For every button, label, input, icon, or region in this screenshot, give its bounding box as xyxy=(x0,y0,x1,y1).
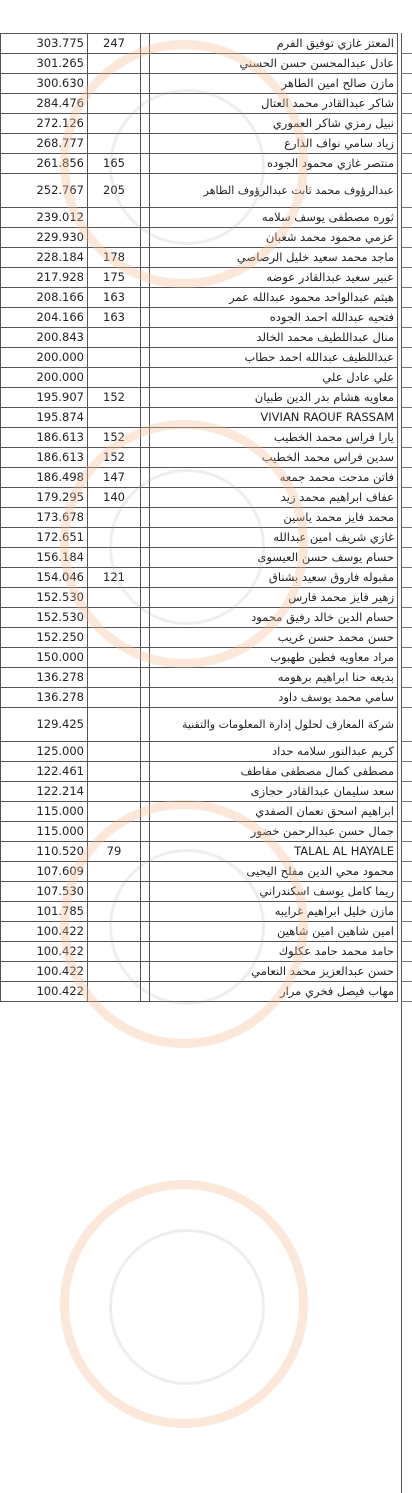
table-row xyxy=(1,742,398,762)
share-value-cell: 195.907 xyxy=(1,388,88,408)
holder-name-cell: حسن محمد حسن غريب xyxy=(150,628,398,648)
column-separator xyxy=(141,248,150,268)
table-row xyxy=(1,154,398,174)
column-separator xyxy=(141,962,150,982)
holder-name-cell: فتحيه عبدالله احمد الجوده xyxy=(150,308,398,328)
share-value-cell: 228.184 xyxy=(1,248,88,268)
share-value-cell: 122.461 xyxy=(1,762,88,782)
code-cell xyxy=(88,548,141,568)
edge-tick xyxy=(402,941,412,942)
edge-tick xyxy=(402,667,412,668)
code-cell xyxy=(88,902,141,922)
share-value-cell: 217.928 xyxy=(1,268,88,288)
share-value-cell: 152.250 xyxy=(1,628,88,648)
edge-tick xyxy=(402,1001,412,1002)
table-row xyxy=(1,34,398,54)
code-cell xyxy=(88,762,141,782)
table-row xyxy=(1,208,398,228)
table-row xyxy=(1,54,398,74)
holder-name-cell: سعد سليمان عبدالقادر حجازى xyxy=(150,782,398,802)
code-cell xyxy=(88,802,141,822)
share-value-cell: 173.678 xyxy=(1,508,88,528)
table-row xyxy=(1,668,398,688)
edge-tick xyxy=(402,981,412,982)
table-row xyxy=(1,762,398,782)
edge-tick xyxy=(402,921,412,922)
share-value-cell: 152.530 xyxy=(1,608,88,628)
column-separator xyxy=(141,922,150,942)
share-value-cell: 172.651 xyxy=(1,528,88,548)
table-row xyxy=(1,802,398,822)
table-row xyxy=(1,842,398,862)
table-row xyxy=(1,268,398,288)
code-cell xyxy=(88,54,141,74)
code-cell xyxy=(88,134,141,154)
column-separator xyxy=(141,902,150,922)
column-separator xyxy=(141,942,150,962)
share-value-cell: 200.000 xyxy=(1,368,88,388)
holder-name-cell: حسن عبدالعزيز محمد النعامي xyxy=(150,962,398,982)
code-cell xyxy=(88,74,141,94)
table-row xyxy=(1,902,398,922)
share-value-cell: 300.630 xyxy=(1,74,88,94)
holder-name-cell: عبير سعيد عبدالقادر عوضه xyxy=(150,268,398,288)
table-row xyxy=(1,648,398,668)
holder-name-cell: TALAL AL HAYALE xyxy=(150,842,398,862)
share-value-cell: 107.530 xyxy=(1,882,88,902)
share-value-cell: 284.476 xyxy=(1,94,88,114)
code-cell: 147 xyxy=(88,468,141,488)
watermark-logo xyxy=(60,1180,308,1428)
code-cell xyxy=(88,708,141,742)
table-row xyxy=(1,982,398,1002)
column-separator xyxy=(141,448,150,468)
holder-name-cell: مازن صالح امين الطاهر xyxy=(150,74,398,94)
column-separator xyxy=(141,34,150,54)
holder-name-cell: حسام الدين خالد رفيق محمود xyxy=(150,608,398,628)
share-value-cell: 303.775 xyxy=(1,34,88,54)
edge-tick xyxy=(402,73,412,74)
edge-tick xyxy=(402,781,412,782)
code-cell: 121 xyxy=(88,568,141,588)
share-value-cell: 101.785 xyxy=(1,902,88,922)
edge-tick xyxy=(402,761,412,762)
code-cell xyxy=(88,408,141,428)
column-separator xyxy=(141,822,150,842)
column-separator xyxy=(141,114,150,134)
column-separator xyxy=(141,134,150,154)
share-value-cell: 154.046 xyxy=(1,568,88,588)
table-row xyxy=(1,74,398,94)
share-value-cell: 195.874 xyxy=(1,408,88,428)
table-row xyxy=(1,942,398,962)
code-cell xyxy=(88,208,141,228)
code-cell xyxy=(88,688,141,708)
holder-name-cell: بديعه حنا ابراهيم برهومه xyxy=(150,668,398,688)
share-value-cell: 150.000 xyxy=(1,648,88,668)
edge-tick xyxy=(402,113,412,114)
share-value-cell: 301.265 xyxy=(1,54,88,74)
holder-name-cell: شاكر عبدالقادر محمد العتال xyxy=(150,94,398,114)
holder-name-cell: عبداللطيف عبدالله احمد حطاب xyxy=(150,348,398,368)
edge-tick xyxy=(402,153,412,154)
share-value-cell: 200.000 xyxy=(1,348,88,368)
holder-name-cell: مصطفى كمال مصطفى مقاطف xyxy=(150,762,398,782)
edge-tick xyxy=(402,347,412,348)
holder-name-cell: VIVIAN RAOUF RASSAM xyxy=(150,408,398,428)
code-cell xyxy=(88,628,141,648)
table-row xyxy=(1,588,398,608)
table-row xyxy=(1,822,398,842)
column-separator xyxy=(141,308,150,328)
edge-tick xyxy=(402,567,412,568)
shareholder-table xyxy=(0,33,398,1002)
column-separator xyxy=(141,688,150,708)
edge-tick xyxy=(402,427,412,428)
code-cell: 165 xyxy=(88,154,141,174)
column-separator xyxy=(141,508,150,528)
column-separator xyxy=(141,174,150,208)
share-value-cell: 152.530 xyxy=(1,588,88,608)
share-value-cell: 122.214 xyxy=(1,782,88,802)
edge-tick xyxy=(402,881,412,882)
holder-name-cell: ثوره مصطفى يوسف سلامه xyxy=(150,208,398,228)
column-separator xyxy=(141,268,150,288)
edge-tick xyxy=(402,207,412,208)
code-cell xyxy=(88,942,141,962)
code-cell: 79 xyxy=(88,842,141,862)
edge-tick xyxy=(402,587,412,588)
table-row xyxy=(1,862,398,882)
edge-tick xyxy=(402,507,412,508)
share-value-cell: 186.498 xyxy=(1,468,88,488)
edge-tick xyxy=(402,447,412,448)
share-value-cell: 136.278 xyxy=(1,688,88,708)
column-separator xyxy=(141,368,150,388)
code-cell xyxy=(88,508,141,528)
holder-name-cell: زياد سامي نواف الذارع xyxy=(150,134,398,154)
table-row xyxy=(1,94,398,114)
column-separator xyxy=(141,742,150,762)
holder-name-cell: غازي شريف امين عبدالله xyxy=(150,528,398,548)
code-cell: 163 xyxy=(88,288,141,308)
edge-tick xyxy=(402,627,412,628)
column-separator xyxy=(141,548,150,568)
column-separator xyxy=(141,782,150,802)
column-separator xyxy=(141,982,150,1002)
share-value-cell: 100.422 xyxy=(1,982,88,1002)
share-value-cell: 204.166 xyxy=(1,308,88,328)
code-cell: 247 xyxy=(88,34,141,54)
table-row xyxy=(1,962,398,982)
table-row xyxy=(1,488,398,508)
edge-tick xyxy=(402,961,412,962)
share-value-cell: 125.000 xyxy=(1,742,88,762)
edge-tick xyxy=(402,387,412,388)
column-separator xyxy=(141,762,150,782)
holder-name-cell: عزمي محمود محمد شعبان xyxy=(150,228,398,248)
share-value-cell: 229.930 xyxy=(1,228,88,248)
code-cell xyxy=(88,962,141,982)
column-separator xyxy=(141,428,150,448)
holder-name-cell: ابراهيم اسحق نعمان الصفدي xyxy=(150,802,398,822)
holder-name-cell: سدين فراس محمد الخطيب xyxy=(150,448,398,468)
share-value-cell: 129.425 xyxy=(1,708,88,742)
holder-name-cell: يارا فراس محمد الخطيب xyxy=(150,428,398,448)
table-row xyxy=(1,368,398,388)
holder-name-cell: ريما كامل يوسف اسكندراني xyxy=(150,882,398,902)
table-row xyxy=(1,114,398,134)
column-separator xyxy=(141,882,150,902)
share-value-cell: 136.278 xyxy=(1,668,88,688)
table-row xyxy=(1,134,398,154)
column-separator xyxy=(141,94,150,114)
column-separator xyxy=(141,408,150,428)
code-cell: 152 xyxy=(88,388,141,408)
edge-tick xyxy=(402,267,412,268)
edge-tick xyxy=(402,707,412,708)
table-row xyxy=(1,608,398,628)
code-cell: 178 xyxy=(88,248,141,268)
edge-tick xyxy=(402,801,412,802)
share-value-cell: 179.295 xyxy=(1,488,88,508)
table-row xyxy=(1,348,398,368)
share-value-cell: 100.422 xyxy=(1,962,88,982)
share-value-cell: 110.520 xyxy=(1,842,88,862)
table-row xyxy=(1,508,398,528)
edge-tick xyxy=(402,901,412,902)
share-value-cell: 115.000 xyxy=(1,822,88,842)
edge-tick xyxy=(402,607,412,608)
holder-name-cell: حسام يوسف حسن العيسوى xyxy=(150,548,398,568)
column-separator xyxy=(141,842,150,862)
share-value-cell: 186.613 xyxy=(1,448,88,468)
share-value-cell: 200.843 xyxy=(1,328,88,348)
table-row xyxy=(1,428,398,448)
code-cell xyxy=(88,982,141,1002)
table-row xyxy=(1,248,398,268)
share-value-cell: 208.166 xyxy=(1,288,88,308)
share-value-cell: 261.856 xyxy=(1,154,88,174)
holder-name-cell: حامد محمد حامد عكلوك xyxy=(150,942,398,962)
code-cell: 163 xyxy=(88,308,141,328)
code-cell xyxy=(88,588,141,608)
column-separator xyxy=(141,862,150,882)
holder-name-cell: محمد فايز محمد ياسين xyxy=(150,508,398,528)
table-row xyxy=(1,688,398,708)
table-row xyxy=(1,288,398,308)
column-separator xyxy=(141,388,150,408)
code-cell: 140 xyxy=(88,488,141,508)
column-separator xyxy=(141,74,150,94)
edge-tick xyxy=(402,173,412,174)
table-row xyxy=(1,408,398,428)
holder-name-cell: عبدالرؤوف محمد ثابت عبدالرؤوف الطاهر xyxy=(150,174,398,208)
table-row xyxy=(1,882,398,902)
table-row xyxy=(1,328,398,348)
holder-name-cell: نبيل رمزي شاكر العموري xyxy=(150,114,398,134)
table-row xyxy=(1,174,398,208)
holder-name-cell: شركة المعارف لحلول إدارة المعلومات والتقنية xyxy=(150,708,398,742)
edge-tick xyxy=(402,133,412,134)
edge-tick xyxy=(402,287,412,288)
edge-tick xyxy=(402,527,412,528)
table-row xyxy=(1,568,398,588)
share-value-cell: 115.000 xyxy=(1,802,88,822)
holder-name-cell: هيثم عبدالواحد محمود عبدالله عمر xyxy=(150,288,398,308)
share-value-cell: 156.184 xyxy=(1,548,88,568)
code-cell: 152 xyxy=(88,448,141,468)
column-separator xyxy=(141,468,150,488)
column-separator xyxy=(141,708,150,742)
holder-name-cell: مهاب فيصل فخري مرار xyxy=(150,982,398,1002)
column-separator xyxy=(141,328,150,348)
code-cell: 175 xyxy=(88,268,141,288)
edge-tick xyxy=(402,741,412,742)
edge-tick xyxy=(402,407,412,408)
edge-tick xyxy=(402,841,412,842)
code-cell xyxy=(88,368,141,388)
share-value-cell: 100.422 xyxy=(1,942,88,962)
share-value-cell: 186.613 xyxy=(1,428,88,448)
edge-tick xyxy=(402,821,412,822)
holder-name-cell: مازن خليل ابراهيم غرايبه xyxy=(150,902,398,922)
table-row xyxy=(1,782,398,802)
holder-name-cell: عفاف ابراهيم محمد زيد xyxy=(150,488,398,508)
column-separator xyxy=(141,228,150,248)
code-cell xyxy=(88,862,141,882)
column-separator xyxy=(141,488,150,508)
column-separator xyxy=(141,154,150,174)
column-separator xyxy=(141,348,150,368)
holder-name-cell: محمود محي الدين مفلح اليحيى xyxy=(150,862,398,882)
table-row xyxy=(1,448,398,468)
code-cell xyxy=(88,228,141,248)
code-cell xyxy=(88,648,141,668)
column-separator xyxy=(141,628,150,648)
edge-tick xyxy=(402,307,412,308)
share-value-cell: 252.767 xyxy=(1,174,88,208)
code-cell: 205 xyxy=(88,174,141,208)
edge-tick xyxy=(402,467,412,468)
column-separator xyxy=(141,528,150,548)
table-row xyxy=(1,548,398,568)
code-cell xyxy=(88,882,141,902)
code-cell xyxy=(88,742,141,762)
table-body xyxy=(1,34,398,1002)
edge-tick xyxy=(402,861,412,862)
holder-name-cell: منتصر غازي محمود الجوده xyxy=(150,154,398,174)
table-row xyxy=(1,922,398,942)
edge-tick xyxy=(402,247,412,248)
holder-name-cell: ماجد محمد سعيد خليل الرصاصي xyxy=(150,248,398,268)
code-cell xyxy=(88,608,141,628)
code-cell xyxy=(88,94,141,114)
table-row xyxy=(1,388,398,408)
holder-name-cell: علي عادل علي xyxy=(150,368,398,388)
column-separator xyxy=(141,288,150,308)
table-row xyxy=(1,628,398,648)
holder-name-cell: سامي محمد يوسف داود xyxy=(150,688,398,708)
edge-tick xyxy=(402,93,412,94)
column-separator xyxy=(141,54,150,74)
code-cell xyxy=(88,328,141,348)
column-separator xyxy=(141,668,150,688)
right-edge-column xyxy=(401,33,412,1493)
table-row xyxy=(1,528,398,548)
code-cell xyxy=(88,922,141,942)
table-row xyxy=(1,228,398,248)
column-separator xyxy=(141,608,150,628)
edge-tick xyxy=(402,647,412,648)
code-cell xyxy=(88,528,141,548)
code-cell xyxy=(88,668,141,688)
share-value-cell: 239.012 xyxy=(1,208,88,228)
holder-name-cell: زهير فايز محمد فارس xyxy=(150,588,398,608)
holder-name-cell: امين شاهين امين شاهين xyxy=(150,922,398,942)
share-value-cell: 100.422 xyxy=(1,922,88,942)
holder-name-cell: معاويه هشام بدر الدين طبيان xyxy=(150,388,398,408)
holder-name-cell: فاتن مدحت محمد جمعه xyxy=(150,468,398,488)
holder-name-cell: عادل عبدالمحسن حسن الحسني xyxy=(150,54,398,74)
edge-tick xyxy=(402,367,412,368)
share-value-cell: 272.126 xyxy=(1,114,88,134)
code-cell xyxy=(88,114,141,134)
holder-name-cell: مراد معاويه فطين طهبوب xyxy=(150,648,398,668)
edge-tick xyxy=(402,53,412,54)
holder-name-cell: جمال حسن عبدالرحمن خضور xyxy=(150,822,398,842)
code-cell xyxy=(88,348,141,368)
table-row xyxy=(1,708,398,742)
share-value-cell: 107.609 xyxy=(1,862,88,882)
code-cell xyxy=(88,782,141,802)
table-row xyxy=(1,468,398,488)
holder-name-cell: مقبوله فاروق سعيد بشناق xyxy=(150,568,398,588)
holder-name-cell: كريم عبدالنور سلامه حداد xyxy=(150,742,398,762)
table-row xyxy=(1,308,398,328)
edge-tick xyxy=(402,487,412,488)
share-value-cell: 268.777 xyxy=(1,134,88,154)
code-cell: 152 xyxy=(88,428,141,448)
code-cell xyxy=(88,822,141,842)
edge-tick xyxy=(402,687,412,688)
column-separator xyxy=(141,802,150,822)
column-separator xyxy=(141,568,150,588)
column-separator xyxy=(141,648,150,668)
column-separator xyxy=(141,208,150,228)
column-separator xyxy=(141,588,150,608)
holder-name-cell: منال عبداللطيف محمد الخالد xyxy=(150,328,398,348)
edge-tick xyxy=(402,547,412,548)
edge-tick xyxy=(402,227,412,228)
edge-tick xyxy=(402,327,412,328)
holder-name-cell: المعتز غازي توفيق الفرم xyxy=(150,34,398,54)
